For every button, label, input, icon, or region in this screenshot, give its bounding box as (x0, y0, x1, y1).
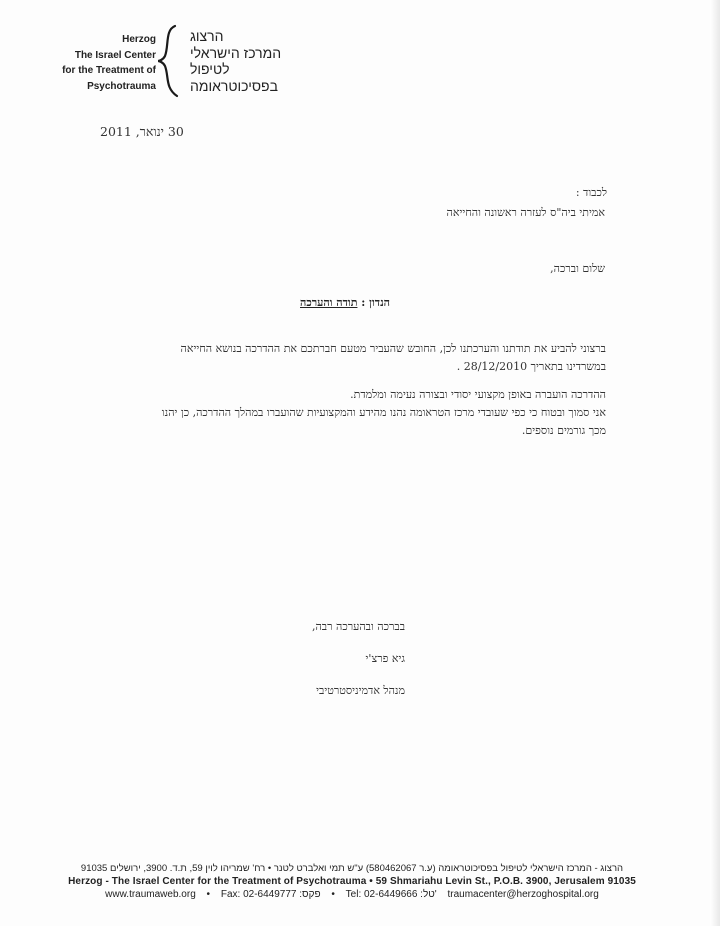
footer-email: traumacenter@herzoghospital.org (447, 889, 599, 900)
body-p2-line-2: אני סמוך ובטוח כי כפי שעובדי מרכז הטראומה נהנו מהידע והמקצועיות שהועברו במהלך ההדרכה, כן יהנו (161, 406, 606, 419)
signature-closing: בברכה ובהערכה רבה, (311, 620, 405, 633)
subject-line (300, 296, 390, 309)
letter-date: 30 ינואר, 2011 (100, 124, 184, 139)
letterhead-he-line-3: לטיפול (190, 61, 230, 77)
body-paragraph-1 (86, 340, 606, 376)
footer-english-address: Herzog - The Israel Center for the Treatment of Psychotrauma • 59 Shmariahu Levin St., P.O.B. 3900, Jerusalem 91035 (68, 876, 636, 887)
scan-edge (710, 0, 720, 926)
letterhead-he-line-4: בפסיכוטראומה (190, 77, 278, 94)
body-p2-line-1: ההדרכה הועברה באופן מקצועי יסודי ובצורה נעימה ומלמדת. (350, 388, 606, 401)
letter-footer (42, 862, 662, 902)
bullet-icon: • (206, 889, 211, 900)
letterhead-hebrew (190, 28, 290, 94)
letterhead-english (60, 32, 156, 94)
greeting: שלום וברכה, (550, 262, 605, 275)
letterhead-en-line-2: The Israel Center (74, 49, 156, 61)
recipient-organization: אמיתי ביה"ס לעזרה ראשונה והחייאה (446, 206, 605, 219)
letterhead-en-line-1: Herzog (122, 34, 156, 45)
footer-fax: Fax: 02-6449777 :פקס (220, 889, 321, 900)
footer-website: www.traumaweb.org (105, 889, 196, 900)
body-p1-line-2: במשרדינו בתאריך 28/12/2010 . (456, 360, 606, 373)
footer-contact-line (42, 888, 662, 902)
letterhead-he-line-2: המרכז הישראלי (190, 44, 282, 61)
letterhead-en-line-3: for the Treatment of (62, 65, 156, 76)
bullet-icon: • (331, 889, 335, 900)
letterhead-en-line-4: Psychotrauma (87, 80, 156, 92)
footer-hebrew-address: הרצוג - המרכז הישראלי לטיפול בפסיכוטראומה (ע.ר 580462067) ע"ש תמי ואלברט לטנר • רח' שמריהו לוין 59, ת.ד. 3900, ירושלים 91035 (80, 863, 624, 874)
recipient-label: לכבוד : (575, 186, 607, 199)
body-p1-line-1: ברצוני להביע את תודתנו והערכתנו לכן, החובש שהעביר מטעם חברתכם את ההדרכה בנושא החייאה (180, 342, 606, 355)
body-paragraph-2 (86, 386, 606, 440)
footer-tel: Tel: 02-6449666 :טל' (345, 889, 437, 900)
letterhead-he-line-1: הרצוג (190, 28, 224, 44)
signature-title: מנהל אדמיניסטרטיבי (316, 684, 405, 697)
subject-text: תודה והערכה (300, 296, 358, 309)
brace-logo-icon (155, 22, 183, 100)
signature-name: גיא פרצ'י (365, 652, 405, 665)
subject-prefix: הנדון : (357, 296, 390, 309)
body-p2-line-3: מכך גורמים נוספים. (521, 424, 606, 437)
